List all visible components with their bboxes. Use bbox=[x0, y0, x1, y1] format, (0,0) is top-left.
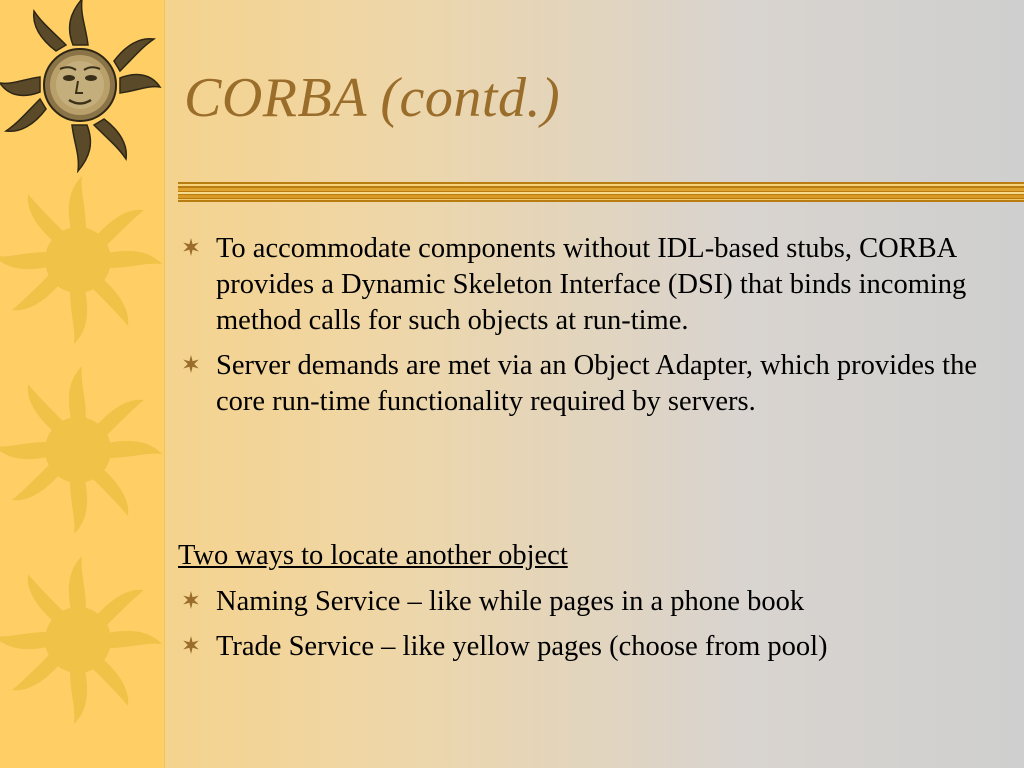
sun-icon bbox=[0, 552, 164, 736]
sub-bullet-list bbox=[178, 584, 1004, 674]
star-bullet-icon bbox=[180, 232, 202, 262]
section-subheading: Two ways to locate another object bbox=[178, 540, 568, 571]
sun-icon bbox=[0, 172, 164, 356]
star-bullet-icon bbox=[180, 349, 202, 379]
list-item bbox=[178, 348, 1004, 420]
list-item bbox=[178, 629, 1004, 665]
bullet-text: To accommodate components without IDL-based stubs, CORBA provides a Dynamic Skeleton Interface (DSI) that binds incoming method calls for such objects at run-time. bbox=[216, 233, 967, 336]
bullet-list bbox=[178, 231, 1004, 429]
sun-icon bbox=[0, 362, 164, 546]
list-item bbox=[178, 231, 1004, 339]
star-bullet-icon bbox=[180, 585, 202, 615]
bullet-text: Naming Service – like while pages in a phone book bbox=[216, 586, 805, 617]
sun-face-emblem bbox=[0, 0, 164, 174]
star-bullet-icon bbox=[180, 630, 202, 660]
bullet-text: Trade Service – like yellow pages (choose from pool) bbox=[216, 631, 828, 662]
list-item bbox=[178, 584, 1004, 620]
title-divider bbox=[178, 181, 1024, 203]
bullet-text: Server demands are met via an Object Adapter, which provides the core run-time functionality required by servers. bbox=[216, 350, 977, 417]
left-decorative-band bbox=[0, 0, 165, 768]
slide-title: CORBA (contd.) bbox=[184, 67, 561, 129]
